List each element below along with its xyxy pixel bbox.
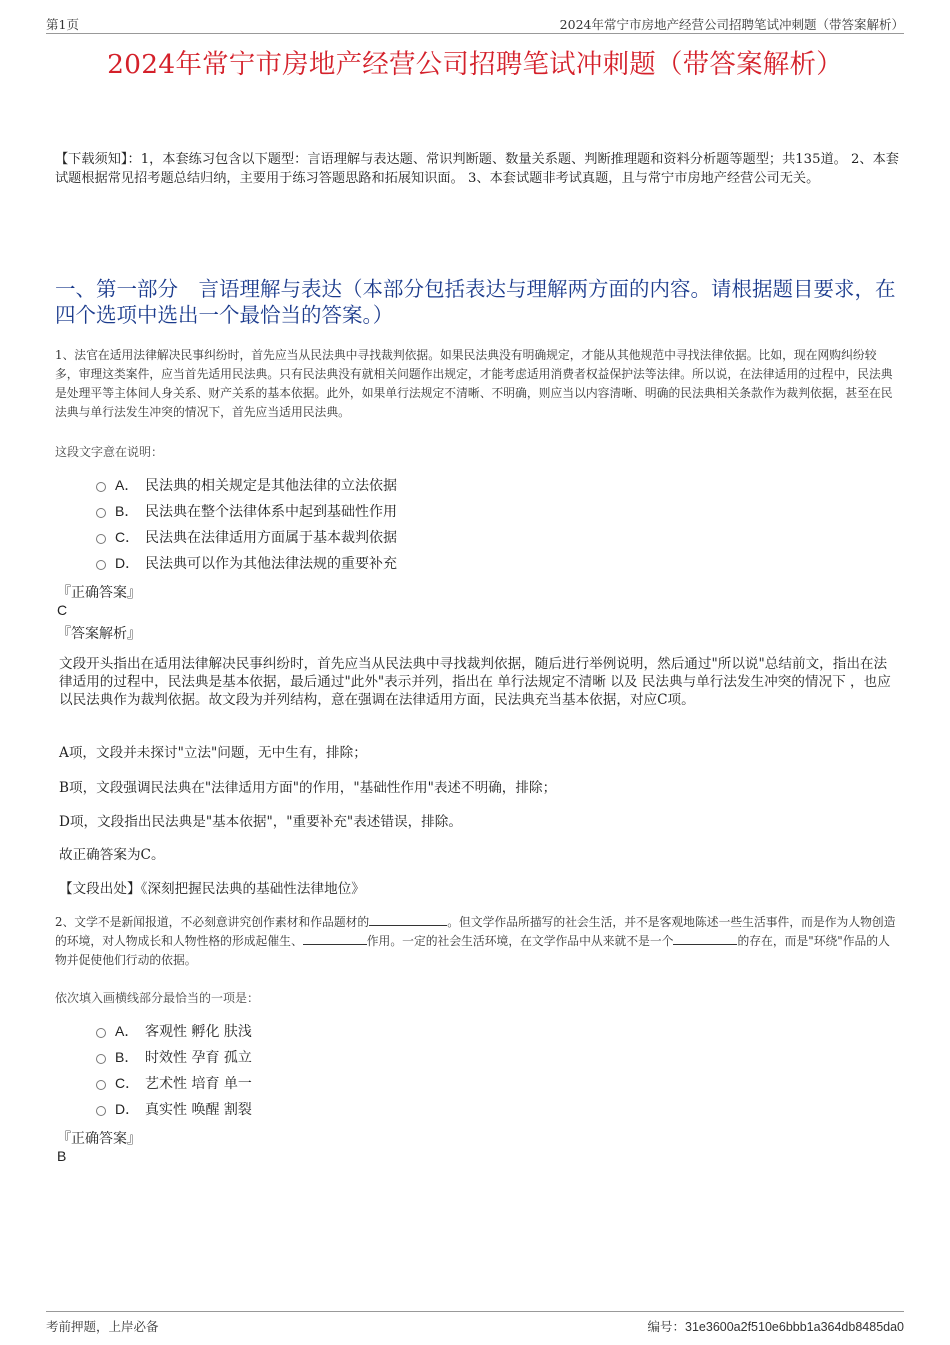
question-1-option-a[interactable]: A． 民法典的相关规定是其他法律的立法依据 <box>96 472 397 498</box>
question-1-options <box>96 472 397 576</box>
question-1-option-c[interactable]: C． 民法典在法律适用方面属于基本裁判依据 <box>96 524 397 550</box>
question-2-answer: B <box>57 1148 67 1164</box>
question-1-option-b[interactable]: B． 民法典在整个法律体系中起到基础性作用 <box>96 498 397 524</box>
section-heading: 一、第一部分 言语理解与表达（本部分包括表达与理解两方面的内容。请根据题目要求，在四个选项中选出一个最恰当的答案。） <box>55 277 896 327</box>
footer-slogan: 考前押题，上岸必备 <box>46 1319 159 1334</box>
download-notice: 【下载须知】：1，本套练习包含以下题型：言语理解与表达题、常识判断题、数量关系题、判断推理题和资料分析题等题型；共135道。 2、本套试题根据常见招考题总结归纳，主要用于练习答题思路和拓展知识面。 3、本套试题非考试真题，且与常宁市房地产经营公司无关。 <box>55 152 899 186</box>
question-1-conclusion: 故正确答案为C。 <box>59 847 165 863</box>
question-2-prompt: 依次填入画横线部分最恰当的一项是： <box>55 991 260 1005</box>
blank-1 <box>369 913 447 926</box>
question-1-prompt: 这段文字意在说明： <box>55 445 164 459</box>
question-2-text: 2、文学不是新闻报道，不必刻意讲究创作素材和作品题材的 。但文学作品所描写的社会生活，并不是客观地陈述一些生活事件，而是作为人物创造的环境，对人物成长和人物性格的形成起催生、 作用。一定的社会生活环境，在文学作品中从来就不是一个 的存在，而是"环绕"作品的人物并促使他们行动的依据。 <box>55 915 896 967</box>
radio-icon[interactable] <box>96 1080 106 1090</box>
footer-code: 编号：31e3600a2f510e6bbb1a364db8485da0 <box>647 1319 904 1334</box>
radio-icon[interactable] <box>96 1106 106 1116</box>
question-1-analysis: 文段开头指出在适用法律解决民事纠纷时，首先应当从民法典中寻找裁判依据，随后进行举例说明，然后通过"所以说"总结前文，指出在法律适用的过程中，民法典是基本依据，最后通过"此外"表示并列，指出在 单行法规定不清晰 以及 民法典与单行法发生冲突的情况下 ，也应以民法典作为裁判依据。故文段为并列结构，意在强调在法律适用方面，民法典充当基本依据，对应C项。 <box>59 656 891 708</box>
option-a-note: A项，文段并未探讨"立法"问题，无中生有，排除； <box>59 745 367 761</box>
question-1-answer: C <box>57 602 68 618</box>
radio-icon[interactable] <box>96 508 106 518</box>
option-d-note: D项，文段指出民法典是"基本依据"，"重要补充"表述错误，排除。 <box>59 814 462 830</box>
passage-source: 【文段出处】《深刻把握民法典的基础性法律地位》 <box>59 881 365 897</box>
radio-icon[interactable] <box>96 560 106 570</box>
blank-3 <box>673 932 737 945</box>
question-1-answer-label: 『正确答案』 <box>57 585 141 601</box>
page-title: 2024年常宁市房地产经营公司招聘笔试冲刺题（带答案解析） <box>107 49 843 80</box>
page-footer <box>46 1311 904 1334</box>
radio-icon[interactable] <box>96 1028 106 1038</box>
page-header <box>46 15 904 34</box>
option-b-note: B项，文段强调民法典在"法律适用方面"的作用，"基础性作用"表述不明确，排除； <box>59 780 557 796</box>
question-2-options <box>96 1018 252 1122</box>
header-doc-title: 2024年常宁市房地产经营公司招聘笔试冲刺题（带答案解析） <box>559 17 904 32</box>
question-1-option-d[interactable]: D． 民法典可以作为其他法律法规的重要补充 <box>96 550 397 576</box>
page-number: 第1页 <box>46 17 79 32</box>
question-2-answer-label: 『正确答案』 <box>57 1131 141 1147</box>
question-1-analysis-label: 『答案解析』 <box>57 626 141 642</box>
question-2-option-b[interactable]: B． 时效性 孕育 孤立 <box>96 1044 252 1070</box>
question-2-option-c[interactable]: C． 艺术性 培育 单一 <box>96 1070 252 1096</box>
question-1-text: 1、法官在适用法律解决民事纠纷时，首先应当从民法典中寻找裁判依据。如果民法典没有明确规定，才能从其他规范中寻找法律依据。比如，现在网购纠纷较多，审理这类案件，应当首先适用民法典。只有民法典没有就相关问题作出规定，才能考虑适用消费者权益保护法等法律。所以说，在法律适用的过程中，民法典是处理平等主体间人身关系、财产关系的基本依据。此外，如果单行法规定不清晰、不明确，则应当以内容清晰、明确的民法典相关条款作为裁判依据，甚至在民法典与单行法发生冲突的情况下，首先应当适用民法典。 <box>55 348 893 419</box>
radio-icon[interactable] <box>96 534 106 544</box>
question-2-option-a[interactable]: A． 客观性 孵化 肤浅 <box>96 1018 252 1044</box>
radio-icon[interactable] <box>96 482 106 492</box>
radio-icon[interactable] <box>96 1054 106 1064</box>
question-2-option-d[interactable]: D． 真实性 唤醒 割裂 <box>96 1096 252 1122</box>
blank-2 <box>303 932 367 945</box>
